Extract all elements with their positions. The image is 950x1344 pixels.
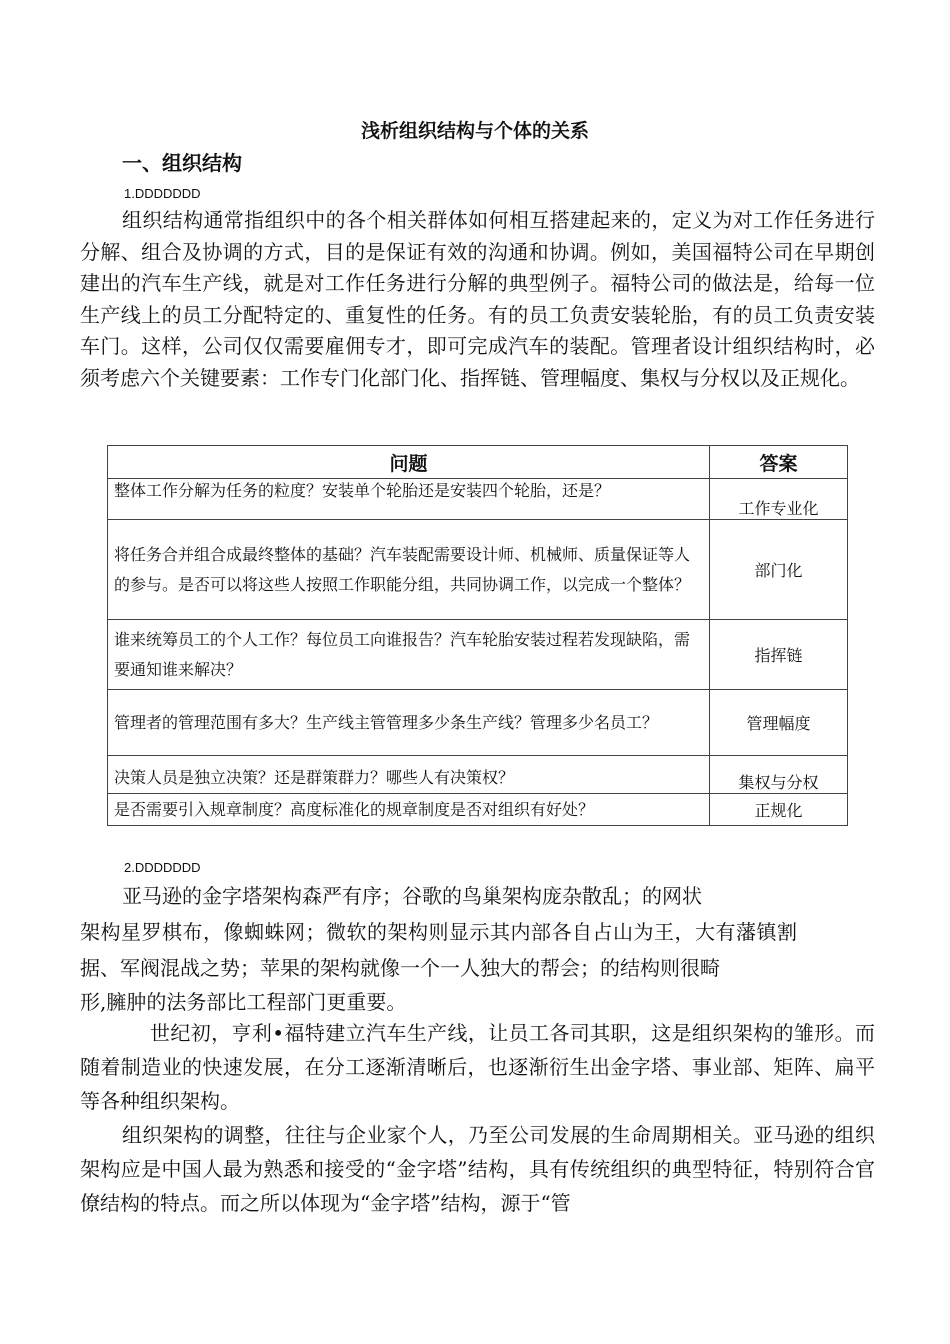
paragraph-3: 世纪初，亨利•福特建立汽车生产线，让员工各司其职，这是组织架构的雏形。而随着制造业的快速发展，在分工逐渐清晰后，也逐渐衍生出金字塔、事业部、矩阵、扁平等各种组织架构。 xyxy=(80,1021,875,1113)
paragraph-2-line-4: 形,臃肿的法务部比工程部门更重要。 xyxy=(80,990,407,1014)
document-title: 浅析组织结构与个体的关系 xyxy=(360,120,589,142)
subsection-label-2: 2.DDDDDDD xyxy=(124,860,201,875)
table-cell-question: 是否需要引入规章制度？高度标准化的规章制度是否对组织有好处？ xyxy=(108,794,710,826)
paragraph-2-line-2: 架构星罗棋布，像蜘蛛网；微软的架构则显示其内部各自占山为王，大有藩镇割 xyxy=(80,920,798,944)
paragraph-2-line-1: 亚马逊的金字塔架构森严有序；谷歌的鸟巢架构庞杂散乱；的网状 xyxy=(122,884,702,908)
table-header-row xyxy=(108,446,848,479)
section-heading-1: 一、组织结构 xyxy=(122,151,242,175)
key-elements-table xyxy=(107,445,848,826)
table-row xyxy=(108,756,848,794)
paragraph-4: 组织架构的调整，往往与企业家个人，乃至公司发展的生命周期相关。亚马逊的组织架构应是中国人最为熟悉和接受的“金字塔”结构，具有传统组织的典型特征，特别符合官僚结构的特点。而之所以体现为“金字塔”结构，源于“管 xyxy=(80,1123,875,1215)
table-row xyxy=(108,620,848,690)
table-row xyxy=(108,479,848,520)
paragraph-1: 组织结构通常指组织中的各个相关群体如何相互搭建起来的，定义为对工作任务进行分解、组合及协调的方式，目的是保证有效的沟通和协调。例如，美国福特公司在早期创建出的汽车生产线，就是对工作任务进行分解的典型例子。福特公司的做法是，给每一位生产线上的员工分配特定的、重复性的任务。有的员工负责安装轮胎，有的员工负责安装车门。这样，公司仅仅需要雇佣专才，即可完成汽车的装配。管理者设计组织结构时，必须考虑六个关键要素：工作专门化部门化、指挥链、管理幅度、集权与分权以及正规化。 xyxy=(80,208,875,390)
table-cell-question: 整体工作分解为任务的粒度？安装单个轮胎还是安装四个轮胎，还是？ xyxy=(108,479,710,520)
table-row xyxy=(108,690,848,756)
table-cell-answer: 集权与分权 xyxy=(710,756,848,794)
table-cell-answer: 指挥链 xyxy=(710,620,848,690)
table-cell-question: 谁来统筹员工的个人工作？每位员工向谁报告？汽车轮胎安装过程若发现缺陷，需要通知谁来解决？ xyxy=(108,620,710,690)
table-cell-answer: 管理幅度 xyxy=(710,690,848,756)
table-header-answer: 答案 xyxy=(710,446,848,479)
table-cell-answer: 部门化 xyxy=(710,520,848,620)
table-row xyxy=(108,520,848,620)
table-row xyxy=(108,794,848,826)
table-cell-answer: 工作专业化 xyxy=(710,479,848,520)
subsection-label-1: 1.DDDDDDD xyxy=(124,186,201,201)
table-cell-question: 将任务合并组合成最终整体的基础？汽车装配需要设计师、机械师、质量保证等人的参与。是否可以将这些人按照工作职能分组，共同协调工作，以完成一个整体？ xyxy=(108,520,710,620)
table-cell-answer: 正规化 xyxy=(710,794,848,826)
paragraph-2-line-3: 据、军阀混战之势；苹果的架构就像一个一人独大的帮会；的结构则很畸 xyxy=(80,956,720,980)
table-cell-question: 决策人员是独立决策？还是群策群力？哪些人有决策权？ xyxy=(108,756,710,794)
table-cell-question: 管理者的管理范围有多大？生产线主管管理多少条生产线？管理多少名员工？ xyxy=(108,690,710,756)
table-header-question: 问题 xyxy=(108,446,710,479)
